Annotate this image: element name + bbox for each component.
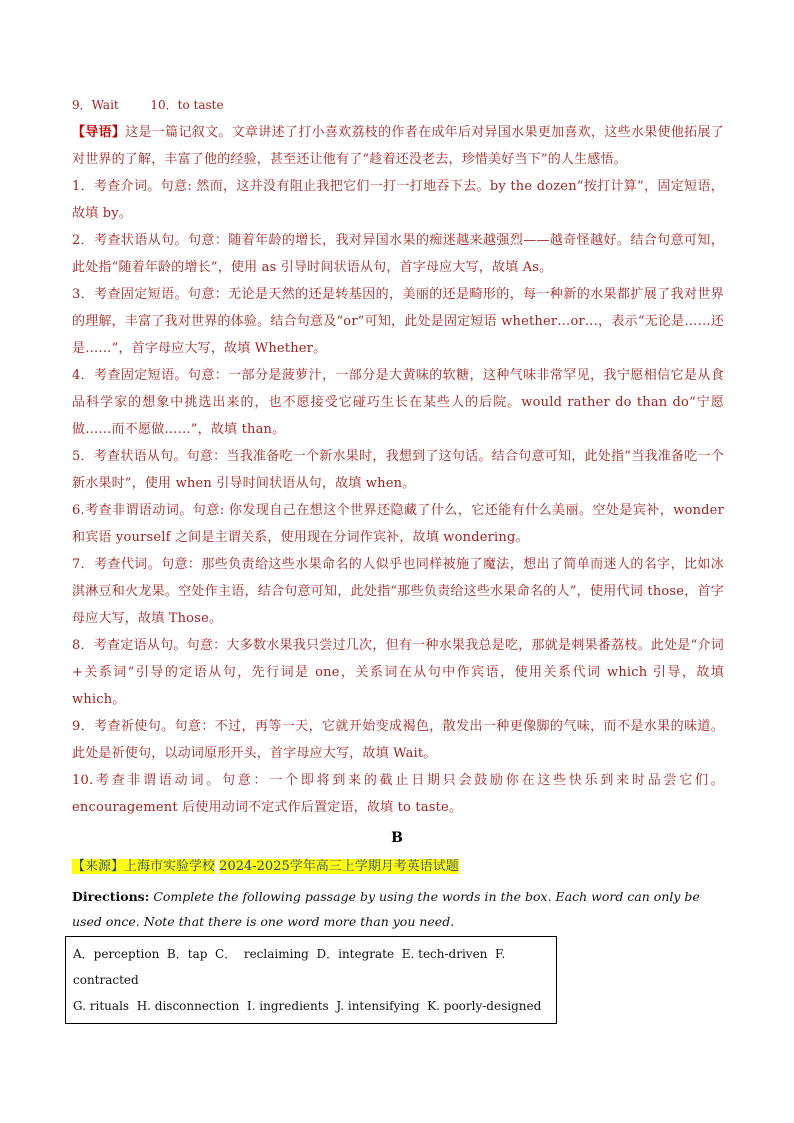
intro-paragraph — [72, 119, 724, 173]
word-box-text-2: contracted — [73, 973, 139, 987]
explanation-8: 8．考查定语从句。句意：大多数水果我只尝过几次，但有一种水果我总是吃，那就是刺果番荔枝。此处是“介词+关系词”引导的定语从句，先行词是 one，关系词在从句中作宾语，使用关系代词 which 引导，故填 which。 — [72, 638, 724, 707]
intro-text: 这是一篇记叙文。文章讲述了打小喜欢荔枝的作者在成年后对异国水果更加喜欢，这些水果使他拓展了对世界的了解，丰富了他的经验，甚至还让他有了“趁着还没老去，珍惜美好当下”的人生感悟。 — [72, 125, 724, 167]
explanation-5: 5．考查状语从句。句意：当我准备吃一个新水果时，我想到了这句话。结合句意可知，此处指“当我准备吃一个新水果时”，使用 when 引导时间状语从句，故填 when。 — [72, 449, 724, 491]
section-heading: B — [391, 830, 403, 846]
word-box-text-3: G. rituals H. disconnection I. ingredients J. intensifying K. poorly-designed — [73, 999, 542, 1013]
directions — [72, 884, 724, 934]
source-prefix: 【来源】 — [72, 859, 125, 874]
word-box — [65, 936, 557, 1024]
word-box-line-1 — [73, 941, 549, 967]
answer-9: 9．Wait — [72, 98, 119, 112]
explanation-9: 9．考查祈使句。句意：不过，再等一天，它就开始变成褐色，散发出一种更像脚的气味，而不是水果的味道。此处是祈使句，以动词原形开头，首字母应大写，故填 Wait。 — [72, 719, 724, 761]
source-school: 上海市实验学校 — [124, 859, 216, 874]
answer-10: 10．to taste — [150, 98, 224, 112]
explanation-10: 10.考查非谓语动词。句意：一个即将到来的截止日期只会鼓励你在这些快乐到来时品尝它们。encouragement 后使用动词不定式作后置定语，故填 to taste。 — [72, 773, 724, 815]
explanation-2: 2．考查状语从句。句意：随着年龄的增长，我对异国水果的痴迷越来越强烈——越奇怪越好。结合句意可知，此处指“随着年龄的增长”，使用 as 引导时间状语从句，首字母应大写，故填 As。 — [72, 233, 724, 275]
explanation-3: 3．考查固定短语。句意：无论是天然的还是转基因的，美丽的还是畸形的，每一种新的水果都扩展了我对世界的理解，丰富了我对世界的体验。结合句意及“or”可知，此处是固定短语 whether…or…，表示“无论是……还是……”，首字母应大写，故填 Whether。 — [72, 287, 724, 356]
explanation-7: 7．考查代词。句意：那些负责给这些水果命名的人似乎也同样被施了魔法，想出了简单而迷人的名字，比如冰淇淋豆和火龙果。空处作主语，结合句意可知，此处指“那些负责给这些水果命名的人”，使用代词 those，首字母应大写，故填 Those。 — [72, 557, 724, 626]
answer-explanations — [72, 95, 724, 821]
explanation-4: 4．考查固定短语。句意：一部分是菠萝汁，一部分是大黄味的软糖，这种气味非常罕见，我宁愿相信它是从食品科学家的想象中挑选出来的，也不愿接受它碰巧生长在某些人的后院。would rather do than do“宁愿做……而不愿做……”，故填 than。 — [72, 368, 724, 437]
word-box-text-1: A．perception B．tap C． reclaiming D．integrate E. tech-driven F. — [73, 947, 506, 961]
explanation-1: 1．考查介词。句意: 然而，这并没有阻止我把它们一打一打地吞下去。by the dozen“按打计算”，固定短语，故填 by。 — [72, 179, 724, 221]
source-line — [72, 856, 459, 878]
directions-label: Directions: — [72, 889, 150, 904]
intro-lead: 【导语】 — [72, 125, 126, 140]
word-box-line-3 — [73, 993, 549, 1019]
source-rest: 学年高三上学期月考英语试题 — [289, 859, 459, 874]
explanation-6: 6.考查非谓语动词。句意: 你发现自己在想这个世界还隐藏了什么，它还能有什么美丽。空处是宾补，wonder 和宾语 yourself 之间是主谓关系，使用现在分词作宾补，故填 wondering。 — [72, 503, 724, 545]
answer-line — [72, 95, 724, 115]
source-year: 2024-2025 — [219, 859, 290, 874]
word-box-line-2 — [73, 967, 549, 993]
directions-text: Complete the following passage by using the words in the box. Each word can only be used once. Note that there is one word more than you need. — [72, 889, 700, 929]
